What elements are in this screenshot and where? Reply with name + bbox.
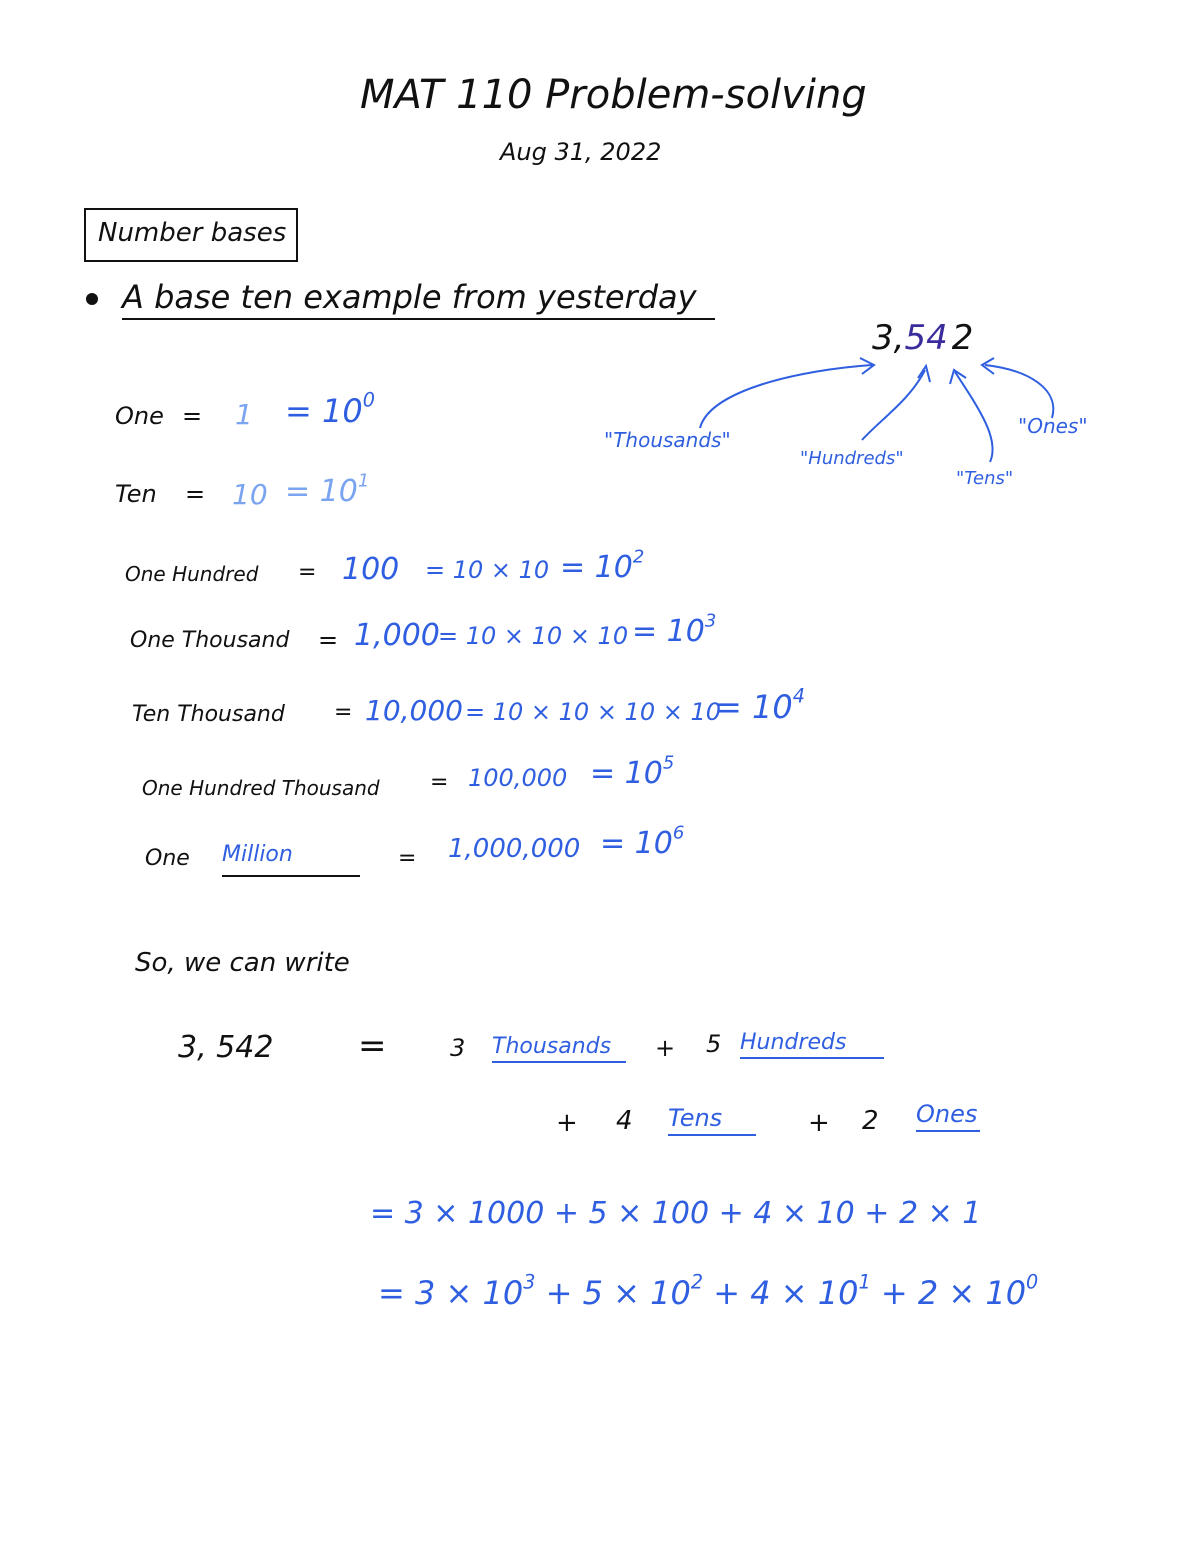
arrow-thousands xyxy=(700,365,872,428)
power-row-result xyxy=(285,470,370,509)
digit-tens: 4 xyxy=(926,318,948,358)
place-value-arrows xyxy=(0,0,1200,560)
conclusion-lhs: 3, 542 xyxy=(178,1030,274,1065)
label-ones: "Ones" xyxy=(1018,414,1088,438)
bullet-heading: A base ten example from yesterday xyxy=(122,278,715,320)
line1-plus: + xyxy=(655,1034,676,1062)
power-row-name: One Hundred xyxy=(125,562,259,586)
line2-plus: + xyxy=(556,1108,578,1138)
label-hundreds: "Hundreds" xyxy=(800,448,904,469)
arrow-ones xyxy=(985,365,1053,418)
power-row-eq: = xyxy=(182,402,203,430)
power-result-exponent: 0 xyxy=(362,388,375,412)
line4-powers xyxy=(378,1270,1039,1312)
power-row-result xyxy=(600,822,685,861)
line4-eq: = xyxy=(378,1274,405,1312)
power-row-value: 1,000 xyxy=(354,618,440,653)
power-result-exponent: 1 xyxy=(357,470,370,492)
power-row-result xyxy=(560,546,645,585)
power-row-result xyxy=(590,752,675,791)
power-result-base: = 10 xyxy=(590,756,663,791)
line4-term: $5 \times 10^2$ xyxy=(582,1270,704,1312)
power-result-base: = 10 xyxy=(560,550,633,585)
line2-plus-2: + xyxy=(808,1108,830,1138)
power-result-exponent: 3 xyxy=(704,610,717,632)
power-row-eq: = xyxy=(430,770,449,795)
power-row-name: One Thousand xyxy=(130,628,290,653)
line4-term: $4 \times 10^1$ xyxy=(750,1270,871,1312)
line1-coef-thousands: 3 xyxy=(450,1034,466,1062)
line4-plus: + xyxy=(880,1274,908,1312)
power-result-exponent: 6 xyxy=(672,822,685,844)
power-row-value: 1 xyxy=(235,398,253,431)
power-row-expansion: = 10 × 10 × 10 × 10 xyxy=(465,698,721,726)
power-row-result xyxy=(632,610,717,649)
power-result-base: = 10 xyxy=(285,474,358,509)
page-date: Aug 31, 2022 xyxy=(500,138,662,166)
power-row-name: Ten Thousand xyxy=(132,702,285,727)
power-row-value: 100 xyxy=(342,552,400,587)
line1-word-hundreds: Hundreds xyxy=(740,1030,884,1059)
power-row-value: 10 xyxy=(232,478,268,511)
power-row-expansion: = 10 × 10 × 10 xyxy=(438,622,629,650)
line2-coef-ones: 2 xyxy=(862,1106,879,1136)
line2-word-tens: Tens xyxy=(668,1104,756,1136)
power-result-base: = 10 xyxy=(285,392,363,430)
line2-word-ones: Ones xyxy=(916,1100,980,1132)
power-result-base: = 10 xyxy=(600,826,673,861)
line4-term: $3 \times 10^3$ xyxy=(414,1270,536,1312)
power-row-eq: = xyxy=(318,626,339,654)
power-row-expansion: = 10 × 10 xyxy=(425,556,550,584)
line2-coef-tens: 4 xyxy=(616,1106,633,1136)
line4-plus: + xyxy=(713,1274,741,1312)
arrow-hundreds xyxy=(862,370,925,440)
power-row-name-underlined: Million xyxy=(222,842,360,877)
power-row-name: One xyxy=(115,402,164,430)
label-thousands: "Thousands" xyxy=(604,428,731,452)
power-row-result xyxy=(715,684,805,726)
power-row-value: 100,000 xyxy=(468,764,568,792)
power-result-base: = 10 xyxy=(632,614,705,649)
power-result-exponent: 2 xyxy=(632,546,645,568)
digit-ones: 2 xyxy=(951,318,974,358)
power-row-value: 1,000,000 xyxy=(448,834,581,864)
line4-term: $2 \times 10^0$ xyxy=(917,1270,1039,1312)
power-result-exponent: 4 xyxy=(792,684,805,708)
power-row-name: One Hundred Thousand xyxy=(142,776,380,800)
power-row-eq: = xyxy=(185,480,206,508)
section-heading-label: Number bases xyxy=(98,218,287,248)
power-row-eq: = xyxy=(398,846,417,871)
page-title: MAT 110 Problem-solving xyxy=(360,72,867,118)
power-row-eq: = xyxy=(334,700,353,725)
power-result-base: = 10 xyxy=(715,688,793,726)
power-row-value: 10,000 xyxy=(365,694,463,727)
line1-word-thousands: Thousands xyxy=(492,1034,626,1063)
line1-coef-hundreds: 5 xyxy=(706,1030,722,1058)
label-tens: "Tens" xyxy=(956,468,1014,489)
digit-hundreds: 5 xyxy=(904,318,927,358)
power-result-exponent: 5 xyxy=(662,752,675,774)
power-row-result xyxy=(285,388,375,430)
power-row-name: One xyxy=(145,846,190,871)
digit-thousands: 3, xyxy=(872,318,905,358)
power-row-eq: = xyxy=(298,560,317,585)
arrow-tens xyxy=(955,372,993,462)
power-row-name: Ten xyxy=(115,480,157,508)
conclusion-intro: So, we can write xyxy=(135,948,350,978)
line4-plus: + xyxy=(545,1274,573,1312)
line3-expanded: = 3 × 1000 + 5 × 100 + 4 × 10 + 2 × 1 xyxy=(370,1196,982,1231)
conclusion-eq: = xyxy=(358,1026,387,1066)
